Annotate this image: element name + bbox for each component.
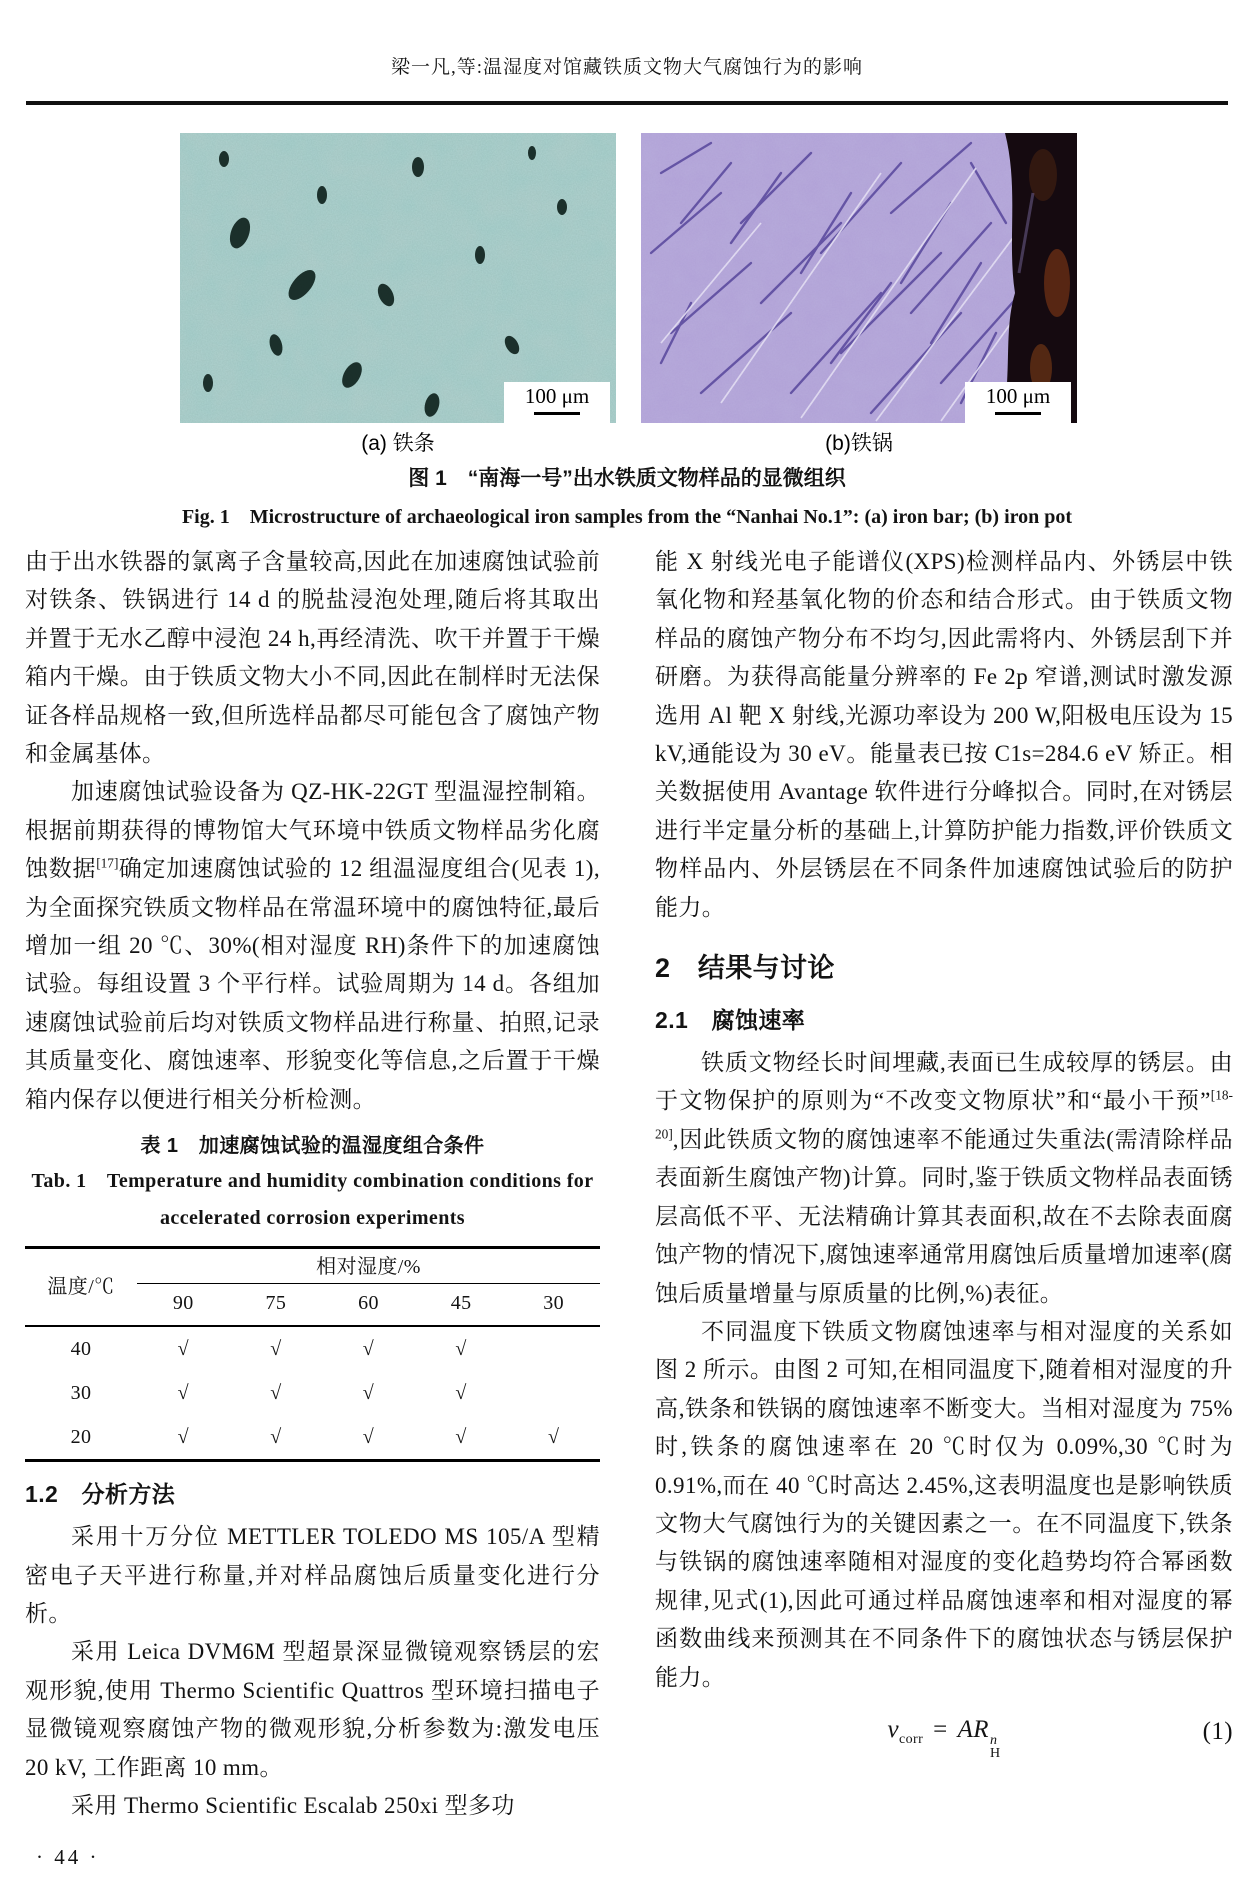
table1-title-zh: 表 1 加速腐蚀试验的温湿度组合条件	[140, 1135, 485, 1158]
paragraph-test-setup-text: 加速腐蚀试验设备为 QZ-HK-22GT 型温湿控制箱。根据前期获得的博物馆大气环境中铁质文物样品劣化腐蚀数据	[25, 779, 600, 882]
subcaption-iron-bar: (a) 铁条	[361, 432, 435, 455]
scale-bar-b	[995, 412, 1041, 415]
table1-rh-90: 90	[172, 1292, 194, 1315]
equation-equals: =	[933, 1715, 948, 1743]
equation-var-v: v	[887, 1715, 899, 1743]
table1-rh-45: 45	[450, 1292, 472, 1315]
running-header: 梁一凡,等:温湿度对馆藏铁质文物大气腐蚀行为的影响	[390, 57, 864, 78]
iron-bar-micrograph-art	[180, 133, 616, 423]
paragraph-corrosion-rate-text2: ,因此铁质文物的腐蚀速率不能通过失重法(需清除样品表面新生腐蚀产物)计算。同时,鉴于铁质文物样品表面锈层高低不平、无法精确计算其表面积,故在不去除表面腐蚀产物的情况下,腐蚀速率通常用腐蚀后质量增加速率(腐蚀后质量增量与原质量的比例,%)表征。	[655, 1126, 1233, 1306]
table1-cell: √	[322, 1325, 415, 1371]
section-heading-2-1: 2.1 腐蚀速率	[655, 1007, 806, 1034]
table1-cell: √	[547, 1426, 560, 1449]
equation-var-subscript: corr	[899, 1731, 924, 1747]
left-column	[25, 543, 600, 1825]
equation-subscript-H: H	[989, 1745, 1001, 1761]
table1-header-temperature: 温度/℃	[47, 1276, 115, 1299]
table1	[25, 1246, 600, 1462]
paragraph-xps-continued: 能 X 射线光电子能谱仪(XPS)检测样品内、外锈层中铁氧化物和羟基氧化物的价态和结合形式。由于铁质文物样品的腐蚀产物分布不均匀,因此需将内、外锈层刮下并研磨。为获得高能量分辨率的 Fe 2p 窄谱,测试时激发源选用 Al 靶 X 射线,光源功率设为 200 W,阳极电压设为 15 kV,通能设为 30 eV。能量表已按 C1s=284.6 eV 矫正。相关数据使用 Avantage 软件进行分峰拟合。同时,在对锈层进行半定量分析的基础上,计算防护能力指数,评价铁质文物样品内、外层锈层在不同条件加速腐蚀试验后的防护能力。	[655, 549, 1233, 920]
paragraph-balance: 采用十万分位 METTLER TOLEDO MS 105/A 型精密电子天平进行称量,并对样品腐蚀后质量变化进行分析。	[25, 1524, 600, 1626]
figure1-caption-zh: 图 1 “南海一号”出水铁质文物样品的显微组织	[408, 467, 846, 490]
table1-row-20-temp: 20	[70, 1426, 92, 1449]
table1-cell: √	[230, 1325, 323, 1371]
table1-rh-30: 30	[543, 1292, 565, 1315]
right-column	[655, 543, 1233, 1760]
paragraph-test-setup	[25, 773, 600, 1119]
figure1-caption-en: Fig. 1 Microstructure of archaeological iron samples from the “Nanhai No.1”: (a) iron bar; (b) iron pot	[181, 506, 1073, 528]
scale-text-a: 100 μm	[524, 384, 590, 408]
table1-cell	[507, 1325, 600, 1371]
table1-rh-60: 60	[358, 1292, 379, 1315]
paragraph-test-setup-text2: 确定加速腐蚀试验的 12 组温湿度组合(见表 1),为全面探究铁质文物样品在常温环境中的腐蚀特征,最后增加一组 20 ℃、30%(相对湿度 RH)条件下的加速腐蚀试验。每组设置 3 个平行样。试验周期为 14 d。各组加速腐蚀试验前后均对铁质文物样品进行称量、拍照,记录其质量变化、腐蚀速率、形貌变化等信息,之后置于干燥箱内保存以便进行相关分析检测。	[25, 856, 600, 1112]
table1-cell: √	[270, 1382, 282, 1405]
scale-label-a	[504, 382, 610, 423]
table1-cell: √	[455, 1426, 467, 1449]
subcaption-iron-pot: (b)铁锅	[825, 432, 893, 455]
table1-title-en-line2: accelerated corrosion experiments	[160, 1207, 465, 1230]
section-heading-1-2: 1.2 分析方法	[25, 1481, 176, 1508]
table1-cell: √	[362, 1382, 375, 1405]
table1-rh-75: 75	[265, 1292, 287, 1315]
table1-cell	[507, 1371, 600, 1415]
iron-pot-micrograph-art	[641, 133, 1077, 423]
equation-1	[655, 1711, 1233, 1760]
scale-bar-a	[534, 412, 580, 415]
reference-17: [17]	[96, 855, 119, 871]
paragraph-corrosion-rate	[655, 1044, 1233, 1313]
equation-coefficient: AR	[957, 1715, 989, 1743]
scale-text-b: 100 μm	[985, 384, 1051, 408]
table1-row-40-temp: 40	[25, 1325, 137, 1371]
micrograph-iron-bar-image	[180, 133, 616, 423]
table1-row-30-temp: 30	[70, 1382, 92, 1405]
table1-cell: √	[177, 1382, 189, 1405]
paragraph-xps-start: 采用 Thermo Scientific Escalab 250xi 型多功	[71, 1792, 515, 1818]
table1-cell: √	[455, 1382, 467, 1405]
equation-superscript-n: n	[989, 1732, 998, 1748]
paragraph-microscope: 采用 Leica DVM6M 型超景深显微镜观察锈层的宏观形貌,使用 Thermo Scientific Quattros 型环境扫描电子显微镜观察腐蚀产物的微观形貌,分析参数为:激发电压 20 kV, 工作距离 10 mm。	[25, 1639, 600, 1780]
micrograph-iron-pot-image	[641, 133, 1077, 423]
table1-cell: √	[177, 1426, 189, 1449]
equation-number: (1)	[1202, 1717, 1233, 1745]
page-number: · 44 ·	[36, 1845, 100, 1869]
table1-title-en-line1: Tab. 1 Temperature and humidity combination conditions for	[31, 1170, 594, 1193]
header-rule	[26, 101, 1228, 105]
paragraph-sample-prep: 由于出水铁器的氯离子含量较高,因此在加速腐蚀试验前对铁条、铁锅进行 14 d 的脱盐浸泡处理,随后将其取出并置于无水乙醇中浸泡 24 h,再经清洗、吹干并置于干燥箱内干燥。由于铁质文物大小不同,因此在制样时无法保证各样品规格一致,但所选样品都尽可能包含了腐蚀产物和金属基体。	[25, 549, 600, 767]
table1-cell: √	[362, 1426, 375, 1449]
table1-cell: √	[270, 1426, 282, 1449]
section-heading-2: 2 结果与讨论	[655, 953, 835, 984]
equation-1-body	[887, 1715, 1001, 1761]
scale-label-b	[965, 382, 1071, 423]
paragraph-rh-relationship: 不同温度下铁质文物腐蚀速率与相对湿度的关系如图 2 所示。由图 2 可知,在相同温度下,随着相对湿度的升高,铁条和铁锅的腐蚀速率不断变大。当相对湿度为 75%时,铁条的腐蚀速率在 20 ℃时仅为 0.09%,30 ℃时为 0.91%,而在 40 ℃时高达 2.45%,这表明温度也是影响铁质文物大气腐蚀行为的关键因素之一。在不同温度下,铁条与铁锅的腐蚀速率随相对湿度的变化趋势均符合幂函数规律,见式(1),因此可通过样品腐蚀速率和相对湿度的幂函数曲线来预测其在不同条件下的腐蚀状态与锈层保护能力。	[655, 1318, 1233, 1690]
table1-header-relative-humidity: 相对湿度/%	[137, 1249, 600, 1284]
reference-18-20: [18-20]	[655, 1087, 1233, 1142]
equation-scripts	[990, 1734, 1001, 1760]
table1-cell: √	[415, 1325, 508, 1371]
paragraph-corrosion-rate-text: 铁质文物经长时间埋藏,表面已生成较厚的锈层。由于文物保护的原则为“不改变文物原状”和“最小干预”	[655, 1050, 1233, 1114]
table1-cell: √	[137, 1325, 230, 1371]
